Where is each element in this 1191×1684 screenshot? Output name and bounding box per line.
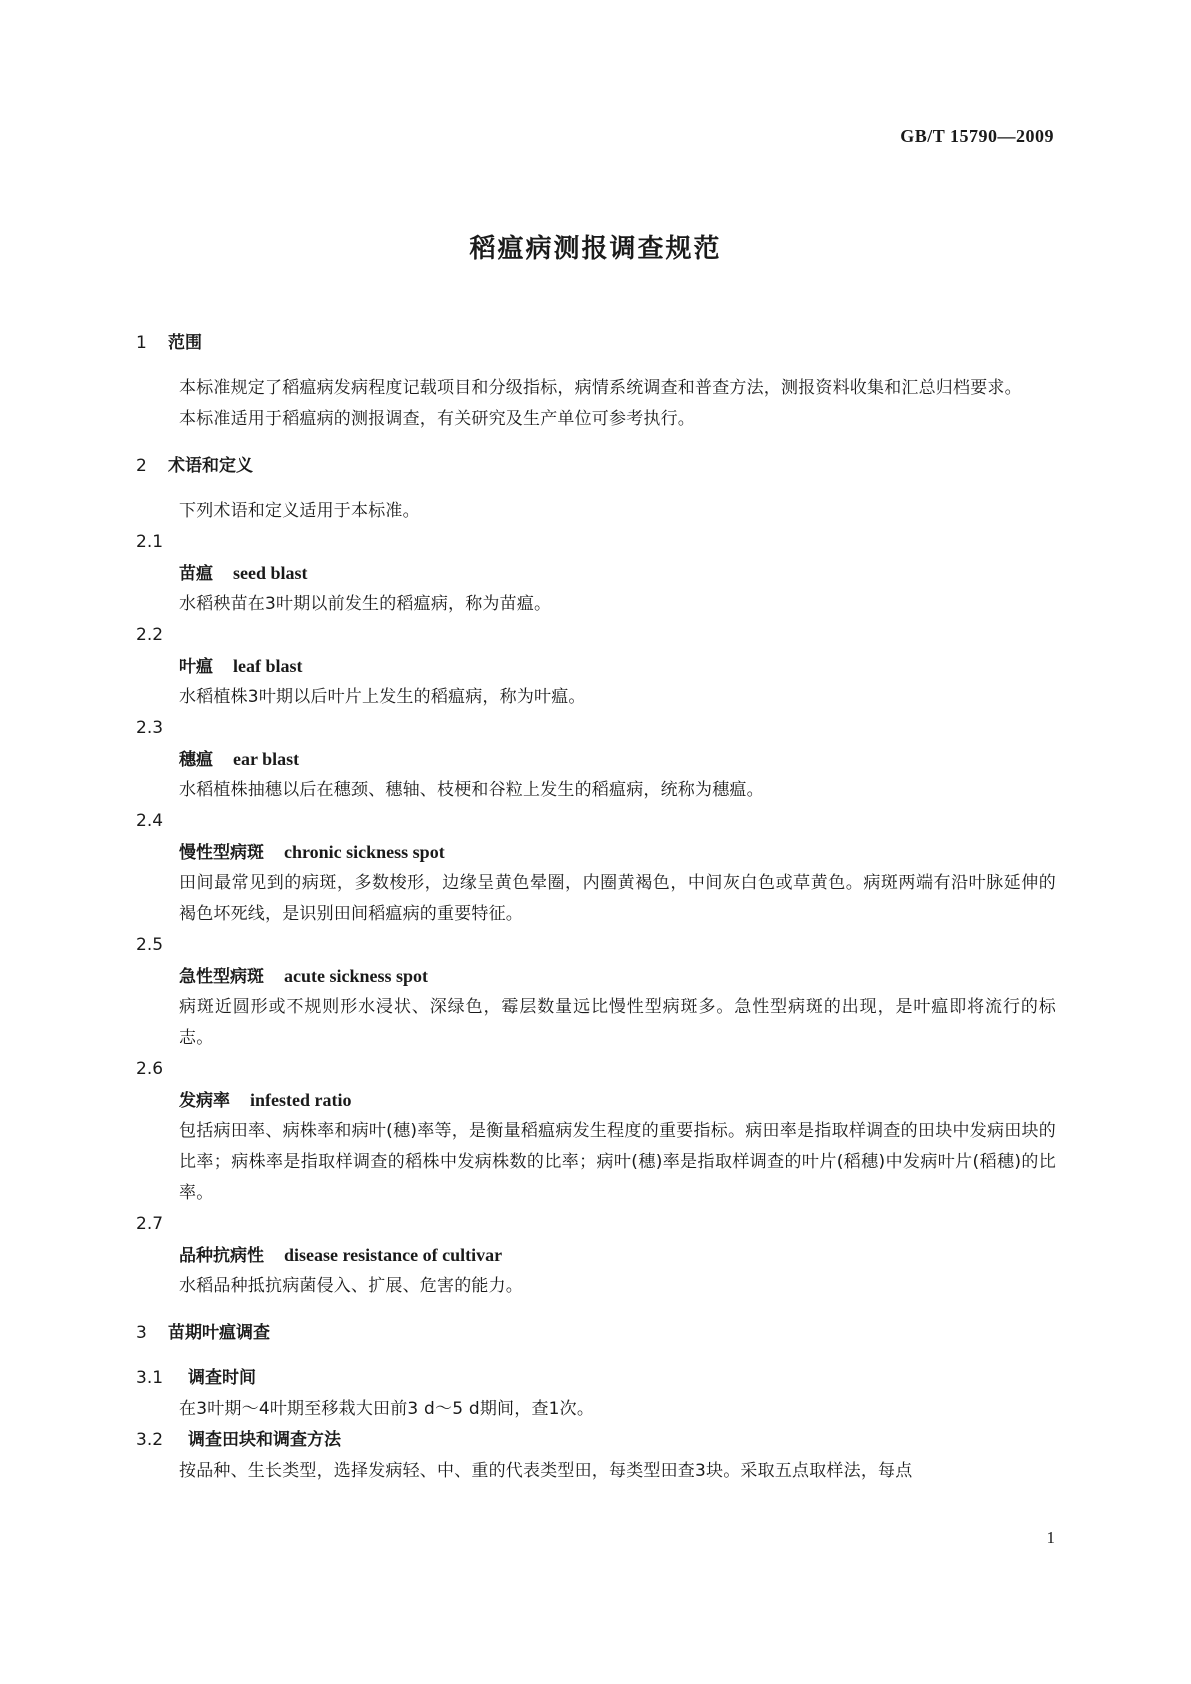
term-english: chronic sickness spot [284,842,445,862]
term-number: 2.7 [136,1214,164,1234]
section-2-intro: 下列术语和定义适用于本标准。 [179,501,420,521]
term-definition: 水稻植株抽穗以后在穗颈、穗轴、枝梗和谷粒上发生的稻瘟病，统称为穗瘟。 [179,780,764,800]
term-english: leaf blast [233,656,303,676]
section-3-title: 苗期叶瘟调查 [168,1323,270,1343]
term-chinese: 苗瘟 [179,564,213,584]
term-definition: 病斑近圆形或不规则形水浸状、深绿色，霉层数量远比慢性型病斑多。急性型病斑的出现，是叶瘟即将流行的标志。 [179,997,1056,1048]
term-number: 2.6 [136,1059,164,1079]
term-english: infested ratio [250,1090,352,1110]
term-english: ear blast [233,749,300,769]
subsection-3-1-title: 调查时间 [188,1368,256,1388]
term-chinese: 急性型病斑 [179,967,264,987]
section-2-title: 术语和定义 [168,456,253,476]
standard-number: GB/T 15790—2009 [900,126,1054,146]
section-3-number: 3 [136,1323,147,1343]
term-number: 2.3 [136,718,164,738]
term-name [136,837,1056,868]
section-1-paragraph-2: 本标准适用于稻瘟病的测报调查，有关研究及生产单位可参考执行。 [179,409,695,429]
term-number: 2.5 [136,935,164,955]
section-1-paragraph-1: 本标准规定了稻瘟病发病程度记载项目和分级指标，病情系统调查和普查方法，测报资料收集和汇总归档要求。 [179,378,1022,398]
term-definition: 包括病田率、病株率和病叶(穗)率等，是衡量稻瘟病发生程度的重要指标。病田率是指取样调查的田块中发病田块的比率；病株率是指取样调查的稻株中发病株数的比率；病叶(穗)率是指取样调查的叶片(稻穗)中发病叶片(稻穗)的比率。 [179,1121,1056,1203]
subsection-3-2-title: 调查田块和调查方法 [188,1430,341,1450]
term-number: 2.1 [136,532,164,552]
term-definition: 水稻植株3叶期以后叶片上发生的稻瘟病，称为叶瘟。 [179,687,586,707]
term-name [136,558,1056,589]
term-name [136,1240,1056,1271]
term-chinese: 穗瘟 [179,750,213,770]
term-number: 2.2 [136,625,164,645]
subsection-3-1-text: 在3叶期～4叶期至移栽大田前3 d～5 d期间，查1次。 [179,1399,595,1419]
term-definition: 田间最常见到的病斑，多数梭形，边缘呈黄色晕圈，内圈黄褐色，中间灰白色或草黄色。病斑两端有沿叶脉延伸的褐色坏死线，是识别田间稻瘟病的重要特征。 [179,873,1056,924]
term-chinese: 慢性型病斑 [179,843,264,863]
section-1-heading [136,328,1056,359]
page-number: 1 [1046,1528,1055,1547]
term-number: 2.4 [136,811,164,831]
term-chinese: 品种抗病性 [179,1246,264,1266]
term-definition: 水稻秧苗在3叶期以前发生的稻瘟病，称为苗瘟。 [179,594,552,614]
term-name [136,961,1056,992]
subsection-3-2-number: 3.2 [136,1430,164,1450]
term-chinese: 发病率 [179,1091,230,1111]
subsection-3-1-heading [136,1363,1056,1394]
term-definition: 水稻品种抵抗病菌侵入、扩展、危害的能力。 [179,1276,523,1296]
section-2-number: 2 [136,456,147,476]
document-body [136,328,1056,1487]
term-english: seed blast [233,563,308,583]
term-name [136,1085,1056,1116]
section-2-heading [136,451,1056,482]
subsection-3-2-heading [136,1425,1056,1456]
term-name [136,744,1056,775]
term-chinese: 叶瘟 [179,657,213,677]
section-1-number: 1 [136,333,147,353]
term-english: acute sickness spot [284,966,429,986]
section-3-heading [136,1318,1056,1349]
section-1-title: 范围 [168,333,202,353]
document-title: 稻瘟病测报调查规范 [469,234,722,264]
subsection-3-2-text: 按品种、生长类型，选择发病轻、中、重的代表类型田，每类型田查3块。采取五点取样法，每点 [179,1461,913,1481]
subsection-3-1-number: 3.1 [136,1368,164,1388]
term-name [136,651,1056,682]
term-english: disease resistance of cultivar [284,1245,503,1265]
